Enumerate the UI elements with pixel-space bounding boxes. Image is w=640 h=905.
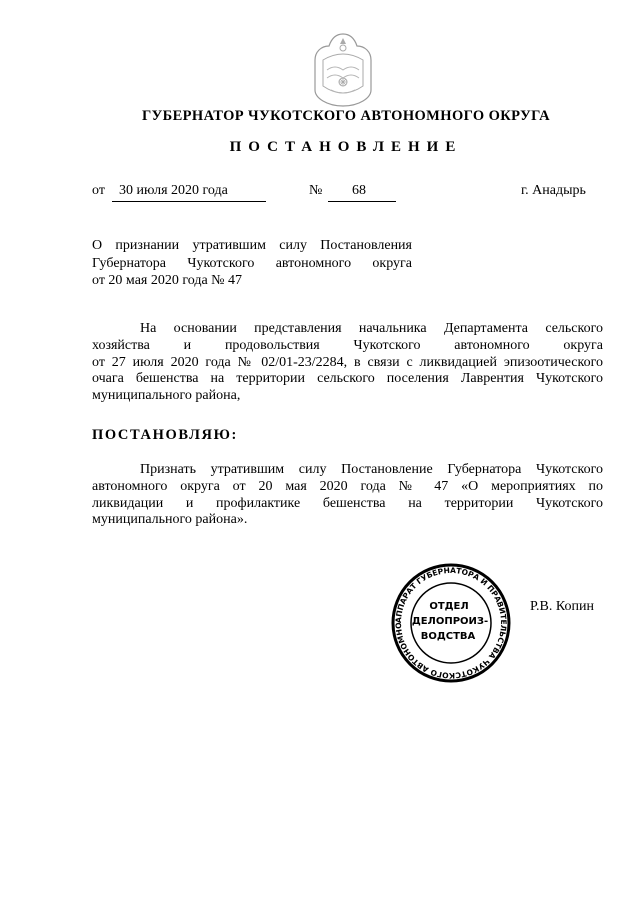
paragraph-line: муниципального района, [92,388,241,404]
document-number: 68 [352,183,366,198]
stamp-ring-text: АППАРАТ ГУБЕРНАТОРА И ПРАВИТЕЛЬСТВА ЧУКОТСКОГО АВТОНОМНО [393,565,509,681]
stamp-center-line: ВОДСТВА [420,631,476,642]
office-stamp [386,563,516,683]
issuer-title: ГУБЕРНАТОР ЧУКОТСКОГО АВТОНОМНОГО ОКРУГА [141,108,551,124]
signatory-name: Р.В. Копин [530,599,594,614]
document-date: 30 июля 2020 года [119,183,228,198]
paragraph-line: автономного округа от 20 мая 2020 года № 47 «О мероприятиях по [92,478,603,494]
paragraph-line: от 27 июля 2020 года № 02/01-23/2284, в связи с ликвидацией эпизоотического [92,354,603,370]
decree-heading: ПОСТАНОВЛЯЮ: [92,427,238,443]
document-place: г. Анадырь [521,183,586,198]
order-paragraph [92,462,603,529]
paragraph-line: На основании представления начальника Департамента сельского [140,321,603,336]
paragraph-line: муниципального района». [92,512,248,528]
document-type: ПОСТАНОВЛЕНИЕ [229,139,463,155]
subject-line: от 20 мая 2020 года № 47 [92,273,243,288]
paragraph-line: очага бешенства на территории сельского поселения Лаврентия Чукотского [92,371,603,387]
number-sign: № [309,183,323,198]
stamp-center-line: ДЕЛОПРОИЗ- [411,616,489,627]
paragraph-line: хозяйства и продовольствия Чукотского автономного округа [92,337,603,353]
number-underline [328,201,396,202]
subject-line: Губернатора Чукотского автономного округа [92,255,412,271]
paragraph-line: ликвидации и профилактике бешенства на территории Чукотского [92,495,603,511]
date-prefix: от [92,183,105,198]
basis-paragraph [92,321,603,405]
paragraph-line: Признать утратившим силу Постановление Губернатора Чукотского [140,462,603,477]
coat-of-arms-icon [309,30,377,108]
subject-line: О признании утратившим силу Постановления [92,238,412,253]
stamp-center-line: ОТДЕЛ [429,601,469,612]
date-underline [112,201,266,202]
document-subject [92,237,412,290]
